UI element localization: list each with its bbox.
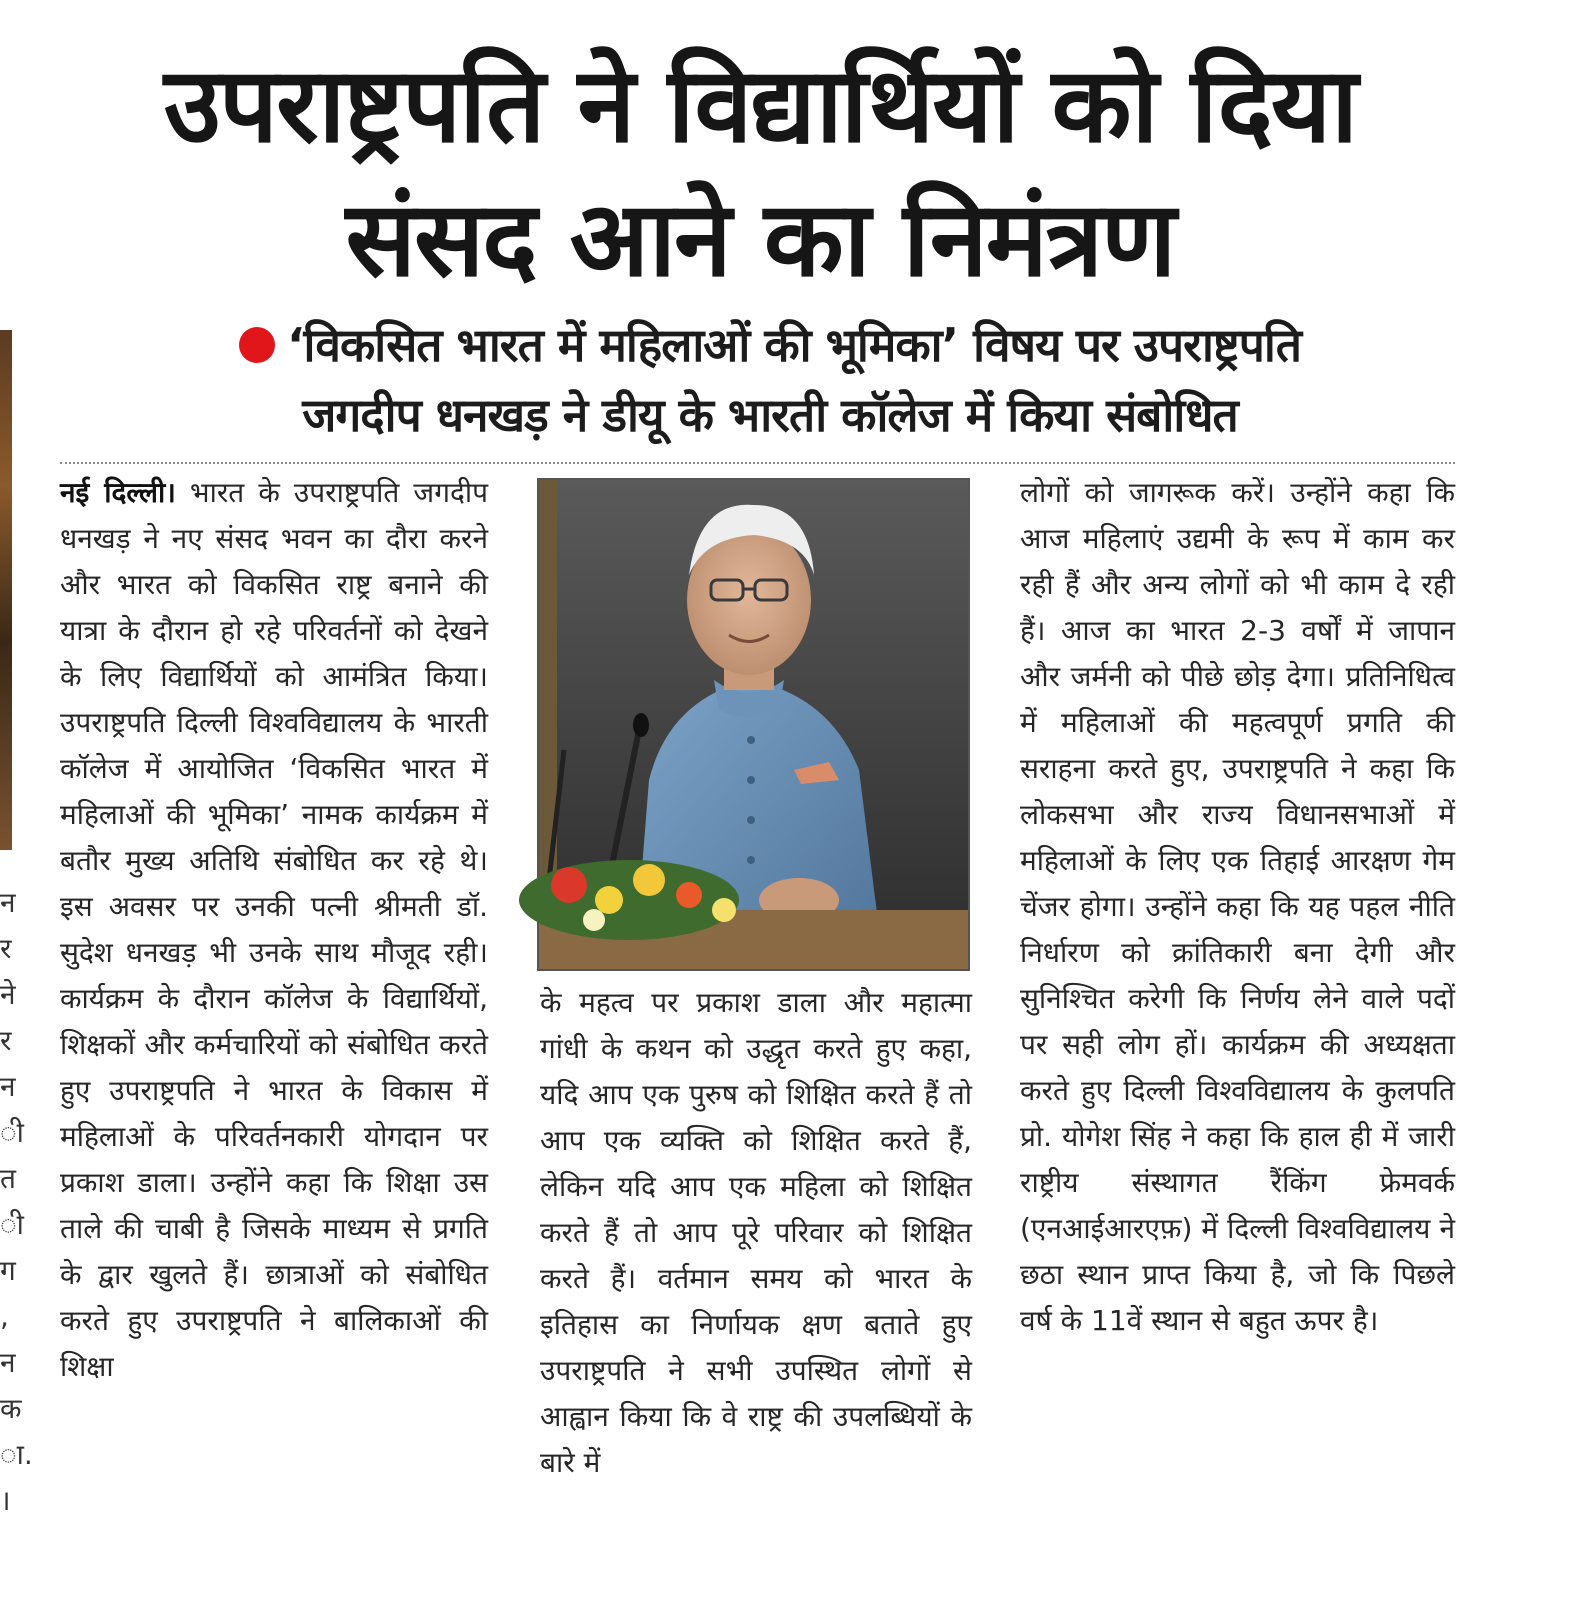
adjacent-fragment: ी: [0, 1116, 24, 1149]
subheadline-line-1: [110, 310, 1430, 380]
red-bullet-icon: [239, 327, 275, 363]
adjacent-article-photo-edge: [0, 330, 12, 850]
article-column-3: लोगों को जागरूक करें। उन्होंने कहा कि आज महिलाएं उद्यमी के रूप में काम कर रही हैं और अन्य लोगों को भी काम दे रही हैं। आज का भारत 2-3 वर्षों में जापान और जर्मनी को पीछे छोड़ देगा। प्रतिनिधित्व में महिलाओं की महत्वपूर्ण प्रगति की सराहना करते हुए, उपराष्ट्रपति ने कहा कि लोकसभा और राज्य विधानसभाओं में महिलाओं के लिए एक तिहाई आरक्षण गेम चेंजर होगा। उन्होंने कहा कि यह पहल नीति निर्धारण को क्रांतिकारी बना देगी और सुनिश्चित करेगी कि निर्णय लेने वाले पदों पर सही लोग हों। कार्यक्रम की अध्यक्षता करते हुए दिल्ली विश्वविद्यालय के कुलपति प्रो. योगेश सिंह ने कहा कि हाल ही में जारी राष्ट्रीय संस्थागत रैंकिंग फ्रेमवर्क (एनआईआरएफ़) में दिल्ली विश्वविद्यालय ने छठा स्थान प्राप्त किया है, जो कि पिछले वर्ष के 11वें स्थान से बहुत ऊपर है।: [1020, 476, 1455, 1337]
subheadline-line-2: जगदीप धनखड़ ने डीयू के भारती कॉलेज में किया संबोधित: [302, 388, 1238, 442]
adjacent-fragment: र: [0, 1024, 12, 1057]
adjacent-fragment: ी: [0, 1208, 24, 1241]
adjacent-fragment: ने: [0, 978, 16, 1011]
adjacent-fragment: क: [0, 1392, 22, 1425]
adjacent-fragment: ग: [0, 1254, 16, 1287]
dateline: नई दिल्ली।: [60, 476, 176, 509]
adjacent-fragment: ।: [0, 1484, 11, 1517]
headline: [60, 38, 1460, 306]
adjacent-fragment: न: [0, 1070, 16, 1103]
article-column-2: के महत्व पर प्रकाश डाला और महात्मा गांधी के कथन को उद्धृत करते हुए कहा, यदि आप एक पुरुष को शिक्षित करते हैं तो आप एक व्यक्ति को शिक्षित करते हैं, लेकिन यदि आप एक महिला को शिक्षित करते हैं तो आप पूरे परिवार को शिक्षित करते हैं। वर्तमान समय को भारत के इतिहास का निर्णायक क्षण बताते हुए उपराष्ट्रपति ने सभी उपस्थित लोगों से आह्वान किया कि वे राष्ट्र की उपलब्धियों के बारे में: [540, 986, 972, 1479]
article-column-1-text: भारत के उपराष्ट्रपति जगदीप धनखड़ ने नए संसद भवन का दौरा करने और भारत को विकसित राष्ट्र बनाने की यात्रा के दौरान हो रहे परिवर्तनों को देखने के लिए विद्यार्थियों को आमंत्रित किया। उपराष्ट्रपति दिल्ली विश्वविद्यालय के भारती कॉलेज में आयोजित ‘विकसित भारत में महिलाओं की भूमिका’ नामक कार्यक्रम में बतौर मुख्य अतिथि संबोधित कर रहे थे। इस अवसर पर उनकी पत्नी श्रीमती डॉ. सुदेश धनखड़ भी उनके साथ मौजूद रही। कार्यक्रम के दौरान कॉलेज के विद्यार्थियों, शिक्षकों और कर्मचारियों को संबोधित करते हुए उपराष्ट्रपति ने भारत के विकास में महिलाओं के परिवर्तनकारी योगदान पर प्रकाश डाला। उन्होंने कहा कि शिक्षा उस ताले की चाबी है जिसके माध्यम से प्रगति के द्वार खुलते हैं। छात्राओं को संबोधित करते हुए उपराष्ट्रपति ने बालिकाओं की शिक्षा: [60, 476, 488, 1383]
dotted-divider: [60, 462, 1455, 464]
headline-line-2: संसद आने का निमंत्रण: [345, 178, 1175, 300]
adjacent-fragment: न: [0, 886, 16, 919]
adjacent-fragment: ा.: [0, 1438, 33, 1471]
adjacent-fragment: त: [0, 1162, 16, 1195]
article-column-1: [60, 470, 488, 1570]
adjacent-fragment: ,: [0, 1300, 9, 1333]
subheadline: [110, 310, 1430, 450]
subheadline-line-1-text: ‘विकसित भारत में महिलाओं की भूमिका’ विषय पर उपराष्ट्रपति: [286, 318, 1301, 372]
adjacent-fragment: न: [0, 1346, 16, 1379]
vice-president-photo: [537, 478, 970, 971]
adjacent-column-fragments: [0, 880, 33, 1524]
adjacent-fragment: र: [0, 932, 12, 965]
headline-line-1: उपराष्ट्रपति ने विद्यार्थियों को दिया: [163, 44, 1357, 166]
